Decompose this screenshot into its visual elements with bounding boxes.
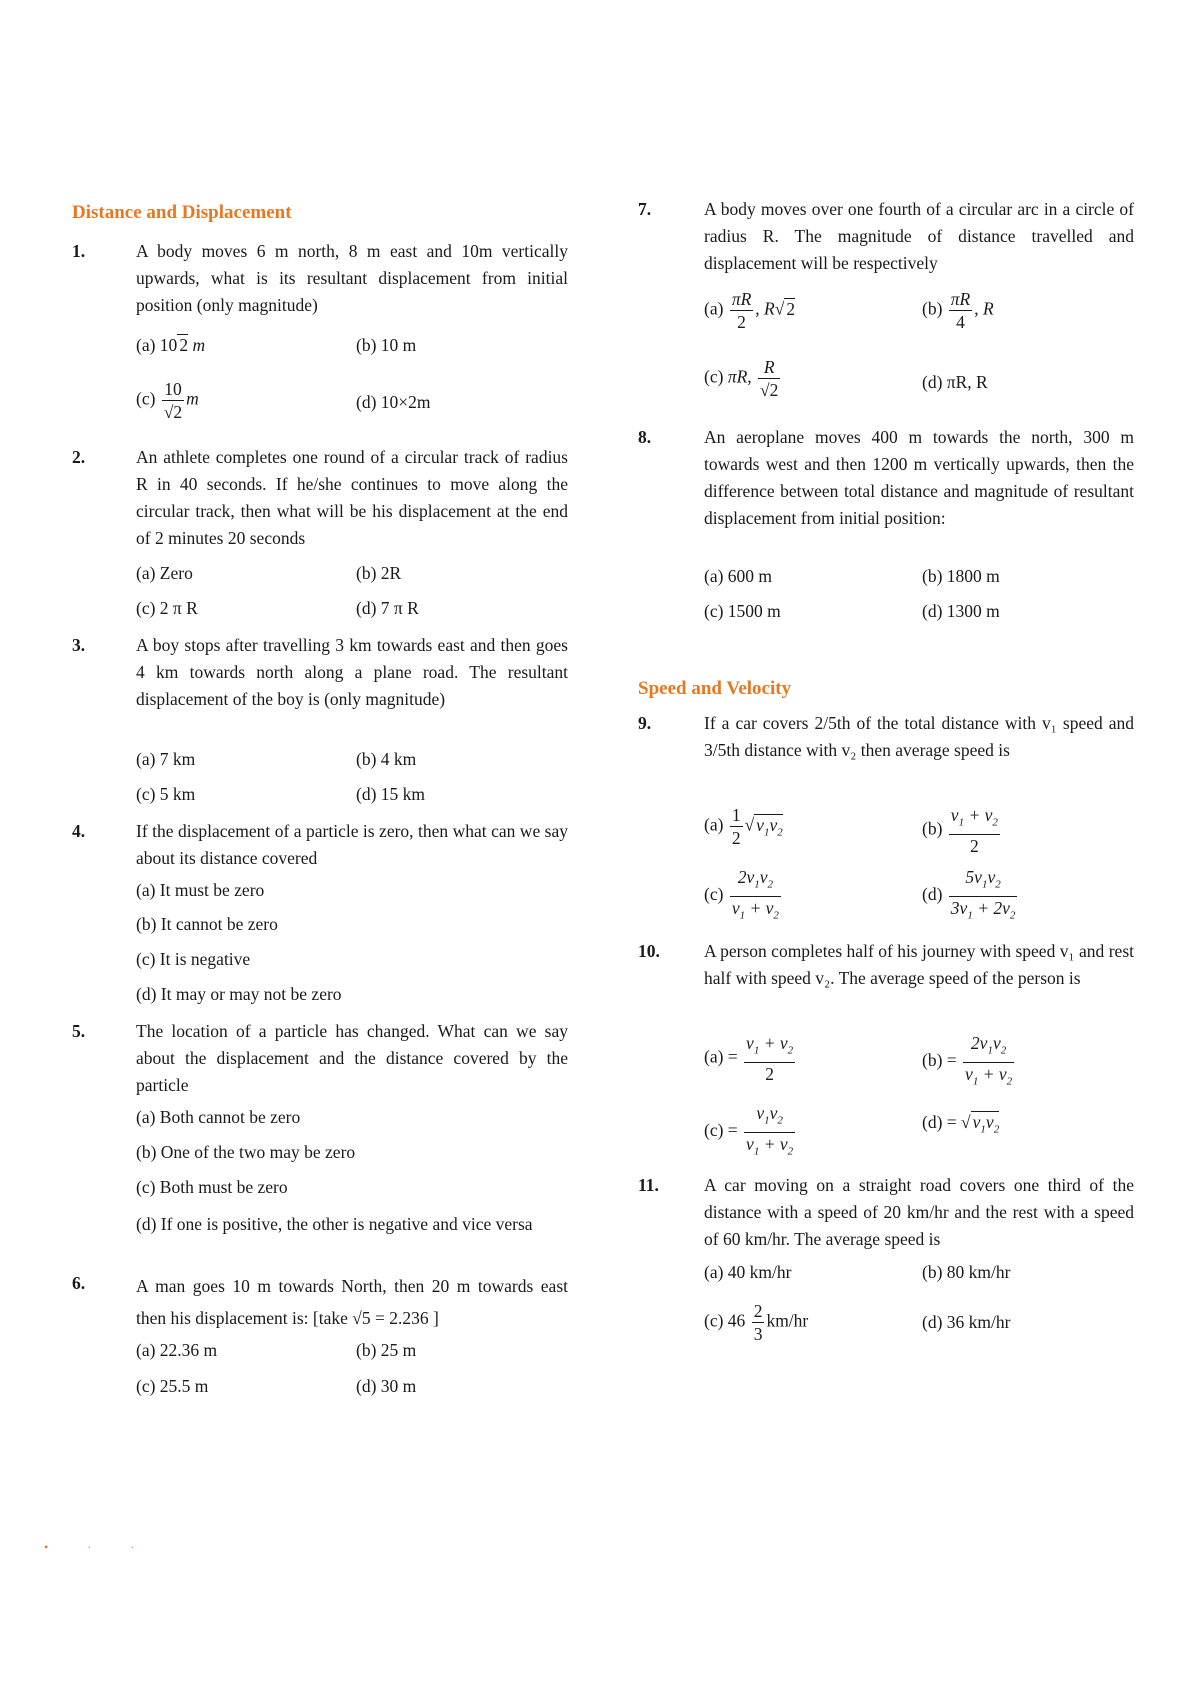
option-7b[interactable]: (b) $\frac{\pi R}{4}$ , R <box>922 289 994 332</box>
section-title-distance: Distance and Displacement <box>72 202 292 223</box>
question-number: 10. <box>638 941 660 961</box>
option-2c[interactable]: (c) 2 π R <box>136 598 198 618</box>
option-9b[interactable]: (b) $\frac{v_1 + v_2}{2}$ <box>922 805 998 856</box>
option-11a[interactable]: (a) 40 km/hr <box>704 1262 792 1282</box>
question-text: An athlete completes one round of a circular track of radius R in 40 seconds. If he/she continues to move along the circular track, then what will be his displacement at the end of 2 minutes 20 seconds <box>136 447 568 548</box>
option-6b[interactable]: (b) 25 m <box>356 1340 417 1360</box>
question-text: If the displacement of a particle is zero, then what can we say about its distance covered <box>136 821 568 868</box>
option-8b[interactable]: (b) 1800 m <box>922 566 1000 586</box>
option-7a[interactable]: (a) $\frac{\pi R}{2}$ , R√ 2 <box>704 289 796 332</box>
question-number: 2. <box>72 447 86 467</box>
option-4d[interactable]: (d) It may or may not be zero <box>136 984 342 1004</box>
question-number: 8. <box>638 427 652 447</box>
option-1d[interactable]: (d) 10×2m <box>356 392 431 412</box>
question-text: A man goes 10 m towards North, then 20 m towards east then his displacement is: [take √5 = 2.236 ] <box>136 1276 568 1328</box>
option-6d[interactable]: (d) 30 m <box>356 1376 417 1396</box>
question-number: 11. <box>638 1175 659 1195</box>
question-number: 7. <box>638 199 652 219</box>
option-1a[interactable]: (a) 10 2 m <box>136 335 206 355</box>
option-10d[interactable]: (d) = √ $v_1v_2$ <box>922 1112 1000 1136</box>
option-11c[interactable]: (c) 46 $\frac{2}{3}$ km/hr <box>704 1301 809 1344</box>
option-5b[interactable]: (b) One of the two may be zero <box>136 1142 356 1162</box>
option-3a[interactable]: (a) 7 km <box>136 749 196 769</box>
option-9d[interactable]: (d) $\frac{5v_1v_2}{3v_1 + 2v_2}$ <box>922 867 1016 921</box>
option-5c[interactable]: (c) Both must be zero <box>136 1177 288 1197</box>
option-8c[interactable]: (c) 1500 m <box>704 601 781 621</box>
option-11d[interactable]: (d) 36 km/hr <box>922 1312 1011 1332</box>
option-6c[interactable]: (c) 25.5 m <box>136 1376 209 1396</box>
question-text: If a car covers 2/5th of the total distance with v₁ speed and 3/5th distance with v₂ then average speed is <box>704 713 1134 760</box>
option-7d[interactable]: (d) πR, R <box>922 372 988 392</box>
question-text: A boy stops after travelling 3 km towards east and then goes 4 km towards north along a plane road. The resultant displacement of the boy is (only magnitude) <box>136 635 568 709</box>
question-number: 5. <box>72 1021 86 1041</box>
option-4b[interactable]: (b) It cannot be zero <box>136 914 278 934</box>
question-number: 3. <box>72 635 86 655</box>
option-1c[interactable]: (c) $\frac{10}{√2}$ m <box>136 379 199 422</box>
option-2b[interactable]: (b) 2R <box>356 563 402 583</box>
option-5a[interactable]: (a) Both cannot be zero <box>136 1107 301 1127</box>
option-2a[interactable]: (a) Zero <box>136 563 193 583</box>
question-text: A person completes half of his journey with speed v₁ and rest half with speed v₂. The average speed of the person is <box>704 941 1134 988</box>
question-number: 6. <box>72 1273 86 1293</box>
option-6a[interactable]: (a) 22.36 m <box>136 1340 218 1360</box>
option-8d[interactable]: (d) 1300 m <box>922 601 1000 621</box>
question-text: An aeroplane moves 400 m towards the north, 300 m towards west and then 1200 m vertically upwards, then the difference between total distance and magnitude of resultant displacement from initial position: <box>704 427 1134 528</box>
footer-decoration: • · · <box>44 1540 153 1554</box>
option-2d[interactable]: (d) 7 π R <box>356 598 419 618</box>
option-11b[interactable]: (b) 80 km/hr <box>922 1262 1011 1282</box>
option-10b[interactable]: (b) = $\frac{2v_1v_2}{v_1 + v_2}$ <box>922 1033 1013 1087</box>
question-number: 9. <box>638 713 652 733</box>
question-number: 1. <box>72 241 86 261</box>
option-8a[interactable]: (a) 600 m <box>704 566 773 586</box>
option-4c[interactable]: (c) It is negative <box>136 949 251 969</box>
question-text: A body moves over one fourth of a circular arc in a circle of radius R. The magnitude of distance travelled and displacement will be respectively <box>704 199 1134 273</box>
option-5d[interactable]: (d) If one is positive, the other is negative and vice versa <box>136 1214 533 1234</box>
option-9a[interactable]: (a) $\frac{1}{2}$ √ $v_1v_2$ <box>704 805 783 848</box>
option-10a[interactable]: (a) = $\frac{v_1 + v_2}{2}$ <box>704 1033 794 1084</box>
question-text: A car moving on a straight road covers one third of the distance with a speed of 20 km/hr and the rest with a speed of 60 km/hr. The average speed is <box>704 1175 1134 1249</box>
question-text: A body moves 6 m north, 8 m east and 10m vertically upwards, what is its resultant displacement from initial position (only magnitude) <box>136 241 568 315</box>
option-7c[interactable]: (c) πR, $\frac{R}{√2}$ <box>704 357 779 400</box>
question-text: The location of a particle has changed. What can we say about the displacement and the distance covered by the particle <box>136 1021 568 1095</box>
option-3c[interactable]: (c) 5 km <box>136 784 196 804</box>
question-number: 4. <box>72 821 86 841</box>
option-3b[interactable]: (b) 4 km <box>356 749 417 769</box>
option-4a[interactable]: (a) It must be zero <box>136 880 265 900</box>
option-9c[interactable]: (c) $\frac{2v_1v_2}{v_1 + v_2}$ <box>704 867 779 921</box>
option-1b[interactable]: (b) 10 m <box>356 335 417 355</box>
option-3d[interactable]: (d) 15 km <box>356 784 426 804</box>
section-title-speed: Speed and Velocity <box>638 678 792 699</box>
option-10c[interactable]: (c) = $\frac{v_1v_2}{v_1 + v_2}$ <box>704 1103 794 1157</box>
